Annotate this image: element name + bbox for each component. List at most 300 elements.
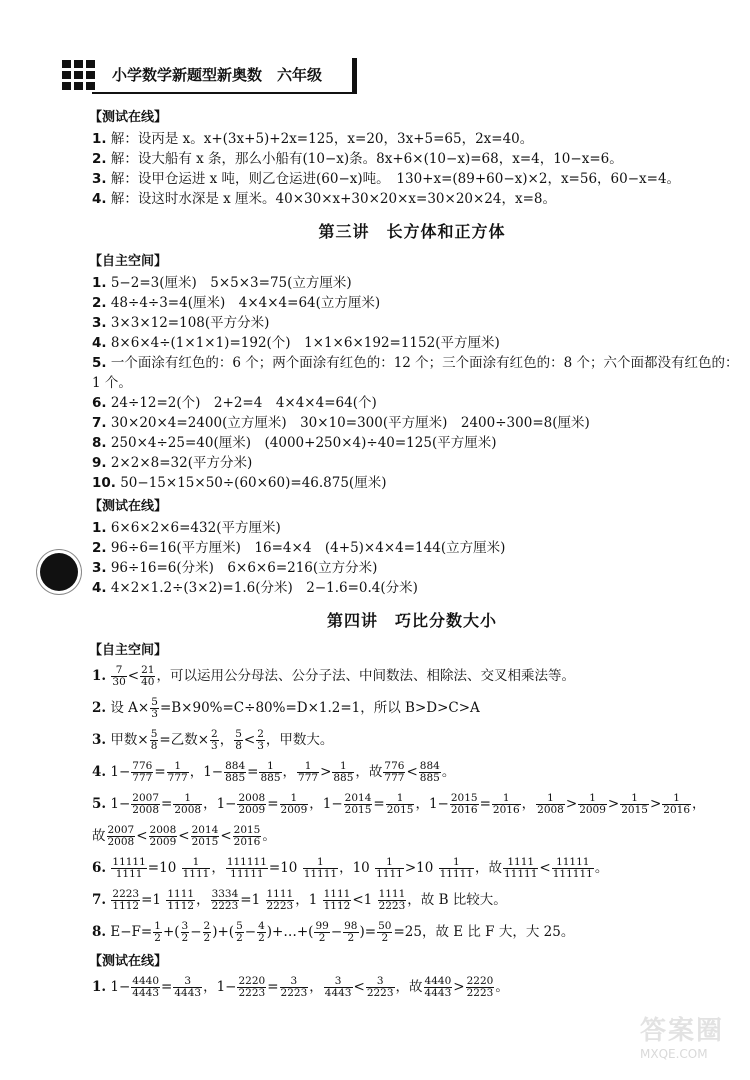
numerator: 1 [439, 857, 474, 869]
math-text: ， [211, 860, 225, 876]
fraction [323, 889, 352, 912]
math-text: = [267, 796, 279, 812]
denominator: 2223 [378, 900, 406, 912]
item-number: 2. [92, 700, 107, 716]
numerator: 1111 [323, 888, 351, 900]
math-text: ，1 [295, 892, 322, 908]
answer-line [92, 518, 732, 538]
denominator: 777 [132, 772, 153, 784]
math-text: ，1− [189, 764, 224, 780]
numerator: 50 [378, 920, 392, 932]
fraction [140, 665, 155, 688]
denominator: 8 [150, 740, 158, 752]
answer-line [92, 333, 732, 353]
numerator: 3 [366, 976, 395, 988]
lecture-title: 第四讲 巧比分数大小 [326, 611, 497, 630]
fraction [257, 921, 266, 944]
denominator: 1112 [323, 900, 351, 912]
denominator: 111111 [552, 868, 593, 880]
math-text: ，故 [355, 764, 383, 780]
denominator: 1111 [376, 868, 403, 880]
answer-text: 解：设丙是 x。x+(3x+5)+2x=125，x=20，3x+5=65，2x=40。 [110, 131, 534, 147]
numerator: 776 [384, 760, 405, 772]
math-text: =1 [141, 892, 166, 908]
answer-text: 8×6×4÷(1×1×1)=192(个) 1×1×6×192=1152(平方厘米) [110, 335, 500, 351]
math-text: < [539, 860, 551, 876]
answer-text: 50−15×15×50÷(60×60)=46.875(厘米) [120, 475, 387, 491]
math-text: ，1− [203, 979, 237, 995]
fraction [366, 976, 395, 999]
answer-text: 2×2×8=32(平方分米) [110, 455, 253, 471]
fraction [314, 921, 329, 944]
denominator: 2008 [537, 804, 564, 816]
denominator: 2015 [621, 804, 648, 816]
fraction [439, 857, 474, 880]
math-text: 1− [110, 764, 131, 780]
item-number: 8. [92, 924, 107, 940]
fraction [620, 793, 649, 816]
denominator: 2223 [266, 900, 294, 912]
fraction [235, 921, 244, 944]
denominator: 2016 [450, 804, 478, 816]
math-text: ， [309, 979, 323, 995]
denominator: 11111 [303, 868, 338, 880]
fraction [111, 857, 146, 880]
answer-text: 解：设甲仓运进 x 吨，则乙仓运进(60−x)吨。 130+x=(89+60−x)×2，x=56，60−x=4。 [110, 171, 681, 187]
fraction [131, 761, 153, 784]
math-text: ，故 [395, 979, 423, 995]
numerator: 1 [297, 761, 319, 773]
grid-logo-icon [62, 60, 96, 90]
answer-line [92, 353, 739, 373]
item-number: 3. [92, 315, 107, 331]
fraction-answer-line [92, 918, 732, 946]
item-number: 8. [92, 435, 107, 451]
numerator: 1 [386, 793, 415, 805]
answer-line [92, 129, 732, 149]
numerator: 2007 [107, 824, 135, 836]
answer-line [92, 558, 732, 578]
fraction [303, 857, 338, 880]
fraction [280, 976, 309, 999]
item-number: 2. [92, 151, 107, 167]
math-text: 甲数× [110, 732, 149, 748]
math-text: =B×90%=C÷80%=D×1.2=1，所以 B>D>C>A [159, 700, 480, 716]
math-text: 设 A× [110, 700, 150, 716]
item-number: 6. [92, 395, 107, 411]
denominator: 4443 [132, 987, 160, 999]
fraction [503, 857, 538, 880]
numerator: 1 [167, 761, 189, 773]
item-number: 1. [92, 979, 107, 995]
fraction [343, 921, 358, 944]
numerator: 3 [181, 920, 189, 932]
fraction [234, 729, 243, 752]
math-text: ， [196, 892, 210, 908]
fraction [237, 793, 266, 816]
answer-text: 一个面涂有红色的：6 个；两个面涂有红色的：12 个；三个面涂有红色的：8 个；六个面都没有红色的： [110, 355, 739, 371]
fraction [191, 825, 220, 848]
fraction [280, 793, 309, 816]
denominator: 11111 [230, 868, 264, 880]
denominator: 2009 [579, 804, 606, 816]
denominator: 885 [333, 772, 354, 784]
fraction [237, 976, 266, 999]
answer-line [92, 473, 732, 493]
math-text: < [243, 732, 256, 748]
math-text: < [127, 668, 140, 684]
math-text: = [267, 979, 279, 995]
denominator: 2009 [280, 804, 308, 816]
logo-square [74, 60, 83, 68]
denominator: 11111 [439, 868, 473, 880]
numerator: 111111 [226, 856, 267, 868]
answer-text: 解：设大船有 x 条，那么小船有(10−x)条。8x+6×(10−x)=68，x=4，10−x=6。 [110, 151, 623, 167]
denominator: 2 [154, 932, 161, 944]
fraction [536, 793, 565, 816]
denominator: 2 [318, 932, 326, 944]
numerator: 11111 [552, 857, 594, 869]
numerator: 3334 [211, 888, 239, 900]
math-text: =乙数× [159, 732, 210, 748]
item-number: 3. [92, 732, 107, 748]
numerator: 1 [280, 793, 309, 805]
fraction-answer-line [92, 973, 732, 1001]
denominator: 2 [347, 932, 355, 944]
numerator: 4440 [424, 975, 452, 987]
answer-text: 96÷6=16(平方厘米) 16=4×4 (4+5)×4×4=144(立方厘米) [110, 540, 506, 556]
fraction [131, 793, 160, 816]
fraction [233, 825, 262, 848]
denominator: 2015 [344, 804, 372, 816]
numerator: 1 [492, 793, 521, 805]
item-number: 9. [92, 455, 107, 471]
fraction [578, 793, 607, 816]
watermark-logo: 答案圈 [640, 1016, 725, 1046]
fraction [492, 793, 521, 816]
denominator: 4443 [424, 987, 452, 999]
fraction-answer-line [92, 790, 732, 818]
item-number: 3. [92, 560, 107, 576]
numerator: 2008 [149, 824, 177, 836]
math-text: ，10 [339, 860, 375, 876]
logo-square [86, 82, 95, 90]
numerator: 776 [132, 760, 153, 772]
numerator: 3 [173, 976, 202, 988]
fraction [259, 761, 281, 784]
section-heading: 【测试在线】 [89, 954, 168, 969]
fraction [224, 761, 246, 784]
math-text: =10 [147, 860, 181, 876]
math-text: < [353, 979, 365, 995]
item-number: 1. [92, 275, 107, 291]
fraction [344, 793, 373, 816]
fraction [173, 793, 202, 816]
answer-line [92, 393, 732, 413]
math-text: = [373, 796, 385, 812]
answer-text: 4×2×1.2÷(3×2)=1.6(分米) 2−1.6=0.4(分米) [110, 580, 418, 596]
numerator: 2220 [466, 975, 494, 987]
math-text: < [220, 828, 232, 844]
answer-line [92, 578, 732, 598]
math-text: =10 [268, 860, 302, 876]
fraction [226, 857, 268, 880]
denominator: 4443 [174, 987, 202, 999]
denominator: 2 [258, 932, 265, 944]
numerator: 1111 [503, 857, 538, 869]
fraction [149, 825, 178, 848]
numerator: 884 [225, 760, 246, 772]
fraction [266, 889, 295, 912]
denominator: 2223 [280, 987, 308, 999]
math-text: <1 [352, 892, 377, 908]
item-number: 4. [92, 191, 107, 207]
math-text: 。 [495, 979, 509, 995]
math-text: )+…+( [266, 924, 314, 940]
item-number: 4. [92, 335, 107, 351]
logo-square [86, 71, 95, 79]
answer-line [92, 538, 732, 558]
denominator: 1112 [167, 900, 195, 912]
item-number: 6. [92, 860, 107, 876]
item-number: 1. [92, 520, 107, 536]
numerator: 11111 [112, 856, 146, 868]
denominator: 2008 [107, 836, 135, 848]
math-text: 1− [110, 979, 131, 995]
math-text: ， [219, 732, 234, 748]
item-number: 3. [92, 171, 107, 187]
denominator: 2223 [238, 987, 266, 999]
fraction [662, 793, 691, 816]
answer-line [92, 149, 732, 169]
logo-square [62, 82, 71, 90]
denominator: 3 [257, 740, 264, 752]
answer-line [92, 293, 732, 313]
denominator: 2008 [174, 804, 202, 816]
math-text: > [320, 764, 332, 780]
fraction [377, 921, 392, 944]
item-number: 2. [92, 295, 107, 311]
math-text: ， [692, 796, 706, 812]
answer-line [92, 373, 732, 393]
math-text: − [190, 924, 202, 940]
numerator: 2220 [238, 975, 266, 987]
math-text: > [453, 979, 465, 995]
math-text: )+( [212, 924, 235, 940]
numerator: 1111 [266, 888, 294, 900]
fraction [203, 921, 212, 944]
numerator: 4440 [132, 975, 160, 987]
fraction [166, 889, 195, 912]
math-text: ，可以运用公分母法、公分子法、中间数法、相除法、交叉相乘法等。 [156, 668, 575, 684]
section-heading: 【测试在线】 [89, 110, 168, 125]
denominator: 2015 [386, 804, 414, 816]
item-number: 1. [92, 131, 107, 147]
math-text: > [565, 796, 578, 812]
numerator: 5 [235, 728, 242, 740]
numerator: 3 [280, 976, 309, 988]
lecture-title: 第三讲 长方体和正方体 [318, 222, 506, 241]
fraction [107, 825, 136, 848]
numerator: 3 [324, 976, 353, 988]
denominator: 2016 [663, 804, 691, 816]
fraction [383, 761, 405, 784]
denominator: 2009 [238, 804, 266, 816]
denominator: 2016 [233, 836, 261, 848]
fraction [182, 857, 211, 880]
math-text: 。 [262, 828, 276, 844]
fraction [181, 921, 190, 944]
answer-text: 250×4÷25=40(厘米) (4000+250×4)÷40=125(平方厘米) [110, 435, 497, 451]
watermark-url: MXQE.COM [640, 1047, 708, 1061]
fraction [111, 665, 126, 688]
logo-square [74, 82, 83, 90]
item-number: 7. [92, 415, 107, 431]
numerator: 99 [315, 920, 329, 932]
fraction-answer-line [92, 822, 732, 850]
answer-text: 解：设这时水深是 x 厘米。40×30×x+30×20×x=30×20×24，x=8。 [110, 191, 557, 207]
numerator: 1 [303, 857, 338, 869]
fraction [150, 697, 159, 720]
denominator: 2223 [366, 987, 394, 999]
math-text: E−F= [110, 924, 153, 940]
fraction [419, 761, 441, 784]
numerator: 21 [141, 664, 155, 676]
numerator: 1 [578, 793, 607, 805]
item-number: 5. [92, 355, 107, 371]
numerator: 1 [536, 793, 565, 805]
numerator: 1 [620, 793, 649, 805]
page-tab-circle-icon [40, 553, 78, 591]
fraction [378, 889, 407, 912]
math-text: >10 [404, 860, 438, 876]
math-text: ，甲数大。 [265, 732, 334, 748]
item-number: 4. [92, 580, 107, 596]
item-number: 10. [92, 475, 116, 491]
fraction-answer-line [92, 694, 732, 722]
math-text: > [649, 796, 662, 812]
fraction [332, 761, 354, 784]
denominator: 30 [112, 676, 126, 688]
numerator: 5 [150, 728, 158, 740]
fraction [131, 976, 160, 999]
denominator: 11111 [504, 868, 538, 880]
logo-square [74, 71, 83, 79]
fraction [153, 921, 162, 944]
denominator: 2 [181, 932, 189, 944]
numerator: 884 [419, 760, 440, 772]
denominator: 3 [211, 740, 218, 752]
page-header [62, 60, 357, 90]
math-text: < [406, 764, 418, 780]
logo-square [86, 60, 95, 68]
denominator: 2 [236, 932, 243, 944]
denominator: 2 [381, 932, 389, 944]
numerator: 1 [662, 793, 691, 805]
numerator: 5 [236, 920, 243, 932]
numerator: 2 [257, 728, 264, 740]
section-heading: 【自主空间】 [89, 643, 168, 658]
header-bar [352, 58, 357, 94]
numerator: 2007 [132, 792, 160, 804]
item-number: 1. [92, 668, 107, 684]
fraction [150, 729, 159, 752]
math-text: ， [521, 796, 536, 812]
numerator: 1 [182, 857, 211, 869]
numerator: 7 [111, 665, 126, 677]
denominator: 2223 [211, 900, 239, 912]
section-heading: 【自主空间】 [89, 254, 168, 269]
fraction-answer-line [92, 662, 732, 690]
fraction [466, 976, 495, 999]
answer-line [92, 433, 732, 453]
book-title: 小学数学新题型新奥数 六年级 [112, 66, 323, 84]
numerator: 2 [203, 920, 211, 932]
math-text: )= [359, 924, 377, 940]
math-text: 故 [92, 828, 106, 844]
logo-square [62, 60, 71, 68]
numerator: 1111 [167, 888, 195, 900]
item-number: 4. [92, 764, 107, 780]
answer-line [92, 413, 732, 433]
numerator: 1 [332, 761, 354, 773]
site-watermark [640, 1010, 740, 1070]
numerator: 2014 [191, 824, 219, 836]
denominator: 777 [167, 772, 188, 784]
fraction-answer-line [92, 726, 732, 754]
answer-text: 24÷12=2(个) 2+2=4 4×4×4=64(个) [110, 395, 377, 411]
numerator: 2223 [112, 888, 140, 900]
numerator: 5 [151, 696, 158, 708]
math-text: =25，故 E 比 F 大，大 25。 [393, 924, 575, 940]
math-text: = [479, 796, 491, 812]
math-text: ，1− [415, 796, 449, 812]
math-text: = [154, 764, 166, 780]
denominator: 2223 [466, 987, 494, 999]
math-text: 1− [110, 796, 131, 812]
denominator: 885 [225, 772, 246, 784]
math-text: < [178, 828, 190, 844]
header-underline [92, 92, 357, 94]
fraction-answer-line [92, 854, 732, 882]
math-text: ，1− [203, 796, 237, 812]
item-number: 7. [92, 892, 107, 908]
denominator: 2016 [492, 804, 520, 816]
item-number: 5. [92, 796, 107, 812]
fraction [375, 857, 404, 880]
fraction [324, 976, 353, 999]
fraction [167, 761, 189, 784]
numerator: 2 [211, 728, 218, 740]
fraction [450, 793, 479, 816]
numerator: 2008 [238, 792, 266, 804]
fraction [552, 857, 594, 880]
math-text: +( [162, 924, 180, 940]
denominator: 2008 [132, 804, 160, 816]
answer-text: 6×6×2×6=432(平方厘米) [110, 520, 281, 536]
fraction [256, 729, 265, 752]
math-text: = [247, 764, 259, 780]
denominator: 2015 [191, 836, 219, 848]
denominator: 8 [235, 740, 242, 752]
fraction [210, 729, 219, 752]
answer-text: 96÷16=6(分米) 6×6×6=216(立方分米) [110, 560, 378, 576]
fraction [424, 976, 453, 999]
answer-text: 48÷4÷3=4(厘米) 4×4×4=64(立方厘米) [110, 295, 381, 311]
numerator: 2014 [344, 792, 372, 804]
denominator: 885 [260, 772, 281, 784]
math-text: − [244, 924, 257, 940]
